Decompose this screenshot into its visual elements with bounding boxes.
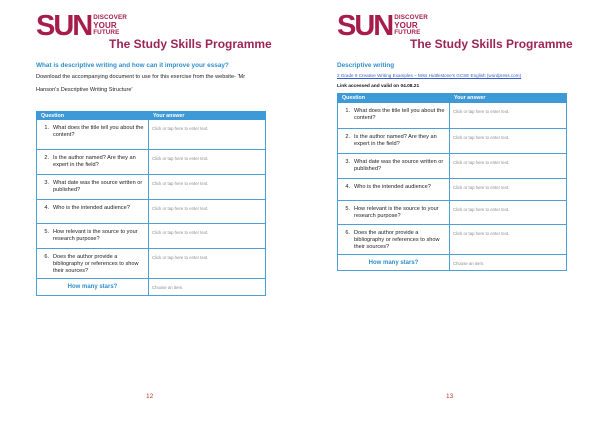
answer-field[interactable]: Click or tap here to enter text. (152, 126, 209, 131)
table-row (37, 249, 266, 279)
table-row (338, 179, 567, 201)
question-text: Is the author named? Are they an expert in the field? (53, 155, 136, 168)
table-row (338, 201, 567, 225)
page-number: 13 (446, 393, 454, 400)
table-row (338, 154, 567, 179)
table-row (37, 120, 266, 150)
page-number: 12 (146, 393, 154, 400)
column-header-question: Question (338, 94, 450, 103)
sun-logo (36, 12, 127, 40)
question-number: 5. (345, 206, 350, 212)
section-heading: What is descriptive writing and how can it improve your essay? (36, 62, 229, 69)
column-header-answer: Your answer (149, 112, 266, 120)
answer-field[interactable]: Click or tap here to enter text. (152, 181, 209, 186)
answer-field[interactable]: Click or tap here to enter text. (453, 231, 510, 236)
question-number: 5. (44, 229, 49, 235)
question-number: 2. (44, 155, 49, 161)
table-row (37, 150, 266, 175)
answer-field[interactable]: Click or tap here to enter text. (453, 109, 510, 114)
question-text: What does the title tell you about the content? (354, 108, 445, 121)
column-header-answer: Your answer (450, 94, 567, 103)
question-number: 4. (44, 205, 49, 211)
logo-sun-text: SUN (36, 10, 92, 42)
source-link[interactable]: 2 Grade 9 Creative Writing Examples – Miss Huttlestone's GCSE English (wordpress.com) (337, 73, 522, 78)
question-text: Does the author provide a bibliography or references to show their sources? (53, 254, 139, 274)
logo-line-future: FUTURE (394, 28, 421, 36)
table-row (338, 255, 567, 271)
stars-label: How many stars? (67, 284, 118, 290)
logo-line-your: YOUR (394, 20, 418, 30)
question-number: 4. (345, 184, 350, 190)
answer-field[interactable]: Click or tap here to enter text. (453, 135, 510, 140)
programme-title: The Study Skills Programme (410, 37, 573, 51)
table-row (338, 129, 567, 154)
question-text: What date was the source written or published? (53, 180, 143, 193)
question-number: 1. (44, 125, 49, 131)
instruction-line-2: Hanson's Descriptive Writing Structure' (36, 87, 133, 93)
answer-field[interactable]: Click or tap here to enter text. (152, 255, 209, 260)
question-number: 1. (345, 108, 350, 114)
question-table (36, 111, 266, 296)
logo-line-discover: DISCOVER (394, 14, 428, 21)
answer-field[interactable]: Click or tap here to enter text. (453, 160, 510, 165)
table-row (37, 175, 266, 200)
sun-logo (337, 12, 428, 40)
table-row (37, 279, 266, 296)
column-header-question: Question (37, 112, 149, 120)
programme-title: The Study Skills Programme (109, 37, 272, 51)
answer-field[interactable]: Click or tap here to enter text. (453, 207, 510, 212)
question-number: 3. (345, 159, 350, 165)
stars-dropdown[interactable]: Choose an item. (152, 285, 184, 290)
answer-field[interactable]: Click or tap here to enter text. (152, 156, 209, 161)
stars-dropdown[interactable]: Choose an item. (453, 261, 485, 266)
question-text: What does the title tell you about the content? (53, 125, 144, 138)
question-text: Who is the intended audience? (53, 205, 130, 211)
stars-label: How many stars? (368, 260, 419, 266)
question-text: Is the author named? Are they an expert in the field? (354, 134, 437, 147)
answer-field[interactable]: Click or tap here to enter text. (453, 185, 510, 190)
question-text: Does the author provide a bibliography or references to show their sources? (354, 230, 440, 250)
question-number: 6. (345, 230, 350, 236)
answer-field[interactable]: Click or tap here to enter text. (152, 230, 209, 235)
question-number: 6. (44, 254, 49, 260)
answer-field[interactable]: Click or tap here to enter text. (152, 206, 209, 211)
question-text: What date was the source written or published? (354, 159, 444, 172)
table-row (37, 224, 266, 249)
logo-sun-text: SUN (337, 10, 393, 42)
question-table (337, 93, 567, 271)
question-number: 2. (345, 134, 350, 140)
section-heading: Descriptive writing (337, 62, 395, 69)
table-row (338, 225, 567, 255)
question-text: Who is the intended audience? (354, 184, 431, 190)
logo-line-your: YOUR (93, 20, 117, 30)
logo-line-discover: DISCOVER (93, 14, 127, 21)
logo-line-future: FUTURE (93, 28, 120, 36)
table-row (338, 103, 567, 129)
question-number: 3. (44, 180, 49, 186)
question-text: How relevant is the source to your research purpose? (354, 206, 439, 219)
question-text: How relevant is the source to your research purpose? (53, 229, 138, 242)
link-accessed-note: Link accessed and valid on 04.08.21 (337, 84, 420, 89)
instruction-line-1: Download the accompanying document to use for this exercise from the website- 'Mr (36, 74, 246, 80)
table-row (37, 200, 266, 224)
page-13 (300, 0, 600, 424)
